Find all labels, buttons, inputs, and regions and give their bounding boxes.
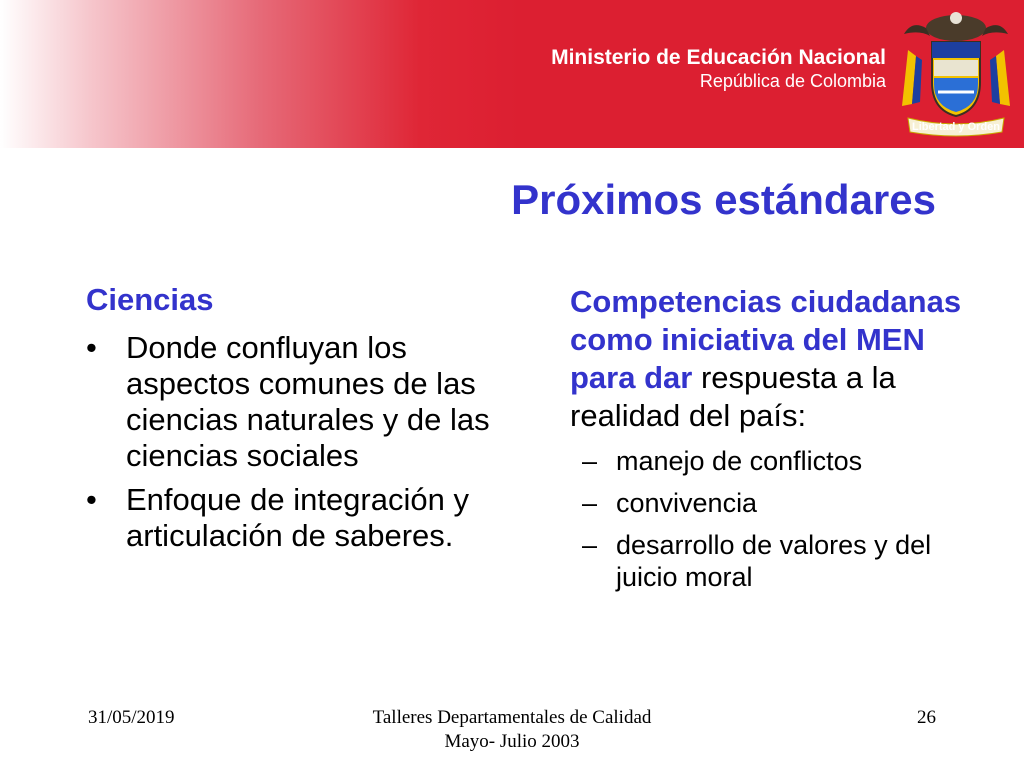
footer-period-line: Mayo- Julio 2003 [444, 731, 580, 752]
dash-marker: – [582, 530, 598, 560]
footer-center [312, 706, 712, 754]
list-item [86, 482, 506, 554]
dash-text: desarrollo de valores y del juicio moral [616, 530, 932, 592]
page-number: 26 [917, 707, 936, 728]
slide-title: Próximos estándares [511, 176, 936, 223]
ministry-name: Ministerio de Educación Nacional [551, 46, 886, 69]
bullet-marker: • [86, 330, 97, 365]
bullet-marker: • [86, 482, 97, 517]
seal-motto: Libertad y Orden [911, 121, 1001, 133]
left-column [86, 278, 506, 554]
dash-text: convivencia [616, 488, 758, 518]
dash-marker: – [582, 488, 598, 518]
colombia-coat-of-arms-icon [898, 6, 1014, 142]
bullet-text: Donde confluyan los aspectos comunes de las ciencias naturales y de las ciencias sociales [126, 330, 490, 473]
footer-event-line: Talleres Departamentales de Calidad [372, 707, 652, 728]
dash-marker: – [582, 446, 598, 476]
country-name: República de Colombia [699, 71, 886, 91]
list-item [570, 445, 970, 477]
right-column [570, 283, 970, 593]
list-item [570, 487, 970, 519]
ministry-block [551, 46, 886, 92]
bullet-text: Enfoque de integración y articulación de saberes. [126, 482, 469, 553]
list-item [570, 529, 970, 593]
right-dash-list [570, 445, 970, 593]
dash-text: manejo de conflictos [616, 446, 863, 476]
right-intro [570, 283, 970, 435]
footer-date: 31/05/2019 [88, 707, 175, 728]
right-intro-highlight: Competencias ciudadanas como iniciativa del MEN para dar [570, 284, 962, 395]
left-bullet-list [86, 330, 506, 554]
list-item [86, 330, 506, 474]
left-heading: Ciencias [86, 282, 214, 317]
header-banner [0, 0, 1024, 148]
right-intro-rest: respuesta a la realidad del país: [570, 360, 896, 433]
